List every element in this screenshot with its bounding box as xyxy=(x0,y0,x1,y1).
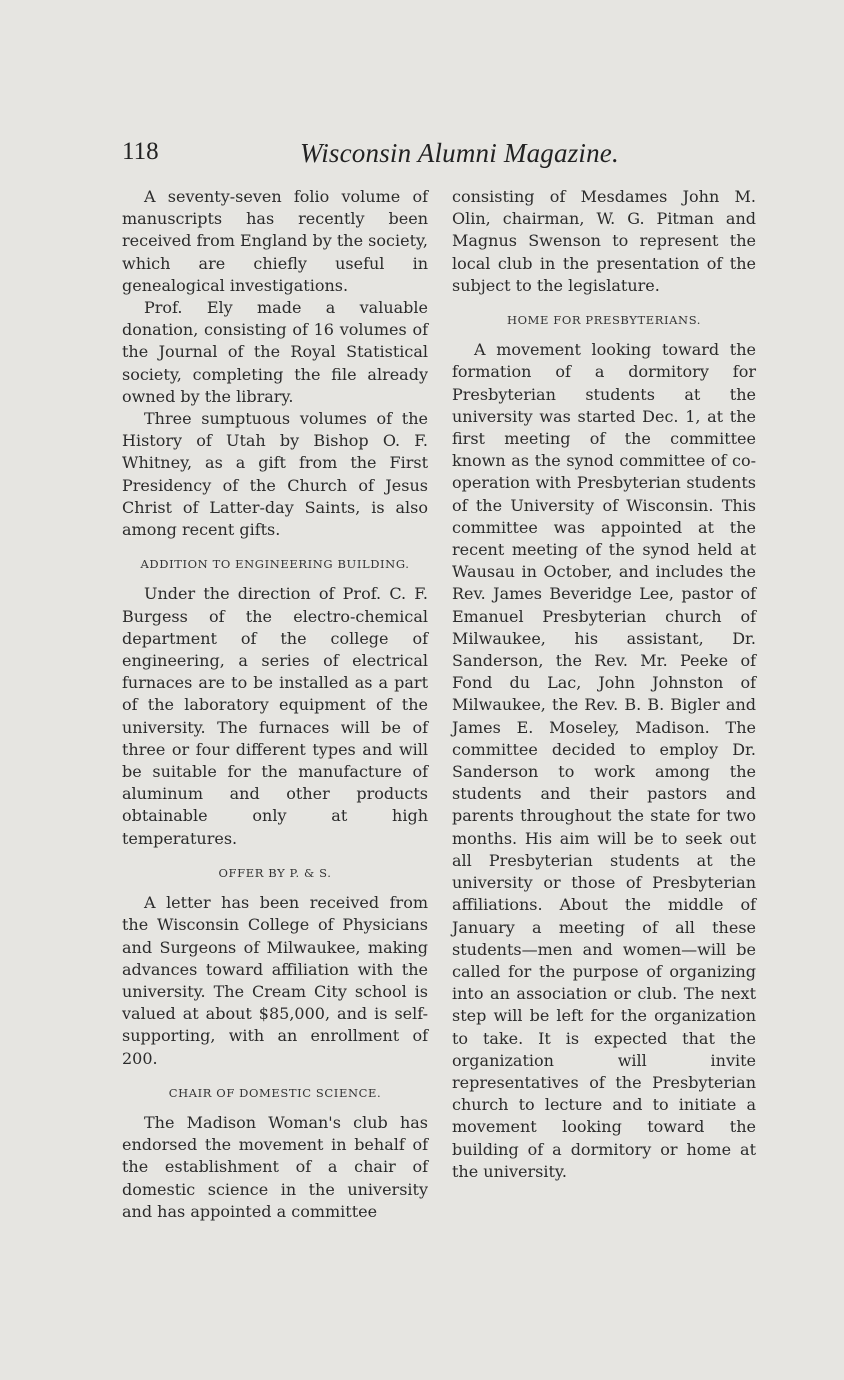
page-number: 118 xyxy=(122,138,159,165)
paragraph-womans-club: The Madison Woman's club has endorsed the movement in behalf of the establishment of a chair of domestic science in the university and has appointed a committee xyxy=(122,1112,428,1221)
paragraph-manuscripts: A seventy-seven folio volume of manuscripts has recently been received from England by the society, which are chiefly useful in genealogical investigations. xyxy=(122,187,428,295)
heading-engineering-building: ADDITION TO ENGINEERING BUILDING. xyxy=(140,557,410,572)
running-title: Wisconsin Alumni Magazine. xyxy=(300,138,619,168)
paragraph-ely-donation: Prof. Ely made a valuable donation, consisting of 16 volumes of the Journal of the Royal Statistical society, completing the file already owned by the library. xyxy=(122,298,428,406)
paragraph-committee-continued: consisting of Mesdames John M. Olin, chairman, W. G. Pitman and Magnus Swenson to represent the local club in the presentation of the subject to the legislature. xyxy=(452,187,756,295)
paragraph-presbyterian-dormitory: A movement looking toward the formation of a dormitory for Presbyterian students at the university was started Dec. 1, at the first meeting of the committee known as the synod committee of co-operation with Presbyterian students of the University of Wisconsin. This committee was appointed at the recent meeting of the synod held at Wausau in October, and includes the Rev. James Beveridge Lee, pastor of Emanuel Presbyterian church of Milwaukee, his assistant, Dr. Sanderson, the Rev. Mr. Peeke of Fond du Lac, John Johnston of Milwaukee, the Rev. B. B. Bigler and James E. Moseley, Madison. The committee decided to employ Dr. Sanderson to work among the students and their pastors and parents throughout the state for two months. His aim will be to seek out all Presbyterian students at the university or those of Presbyterian affiliations. About the middle of January a meeting of all these students—men and women—will be called for the purpose of organizing into an association or club. The next step will be left for the organization to take. It is expected that the organization will invite representatives of the Presbyterian church to lecture and to initiate a movement looking toward the building of a dormitory or home at the university. xyxy=(452,340,756,1181)
right-column xyxy=(452,186,756,1183)
heading-home-for-presbyterians: HOME FOR PRESBYTERIANS. xyxy=(506,313,702,328)
heading-offer-p-and-s: OFFER BY P. & S. xyxy=(218,865,332,880)
heading-domestic-science: CHAIR OF DOMESTIC SCIENCE. xyxy=(168,1085,382,1100)
paragraph-history-of-utah: Three sumptuous volumes of the History of Utah by Bishop O. F. Whitney, as a gift from the First Presidency of the Church of Jesus Christ of Latter-day Saints, is also among recent gifts. xyxy=(122,409,428,540)
paragraph-college-physicians: A letter has been received from the Wisconsin College of Physicians and Surgeons of Milwaukee, making advances toward affiliation with the university. The Cream City school is valued at about $85,000, and is self-supporting, with an enrollment of 200. xyxy=(122,893,428,1068)
paragraph-electrical-furnaces: Under the direction of Prof. C. F. Burgess of the electro-chemical department of the college of engineering, a series of electrical furnaces are to be installed as a part of the laboratory equipment of the university. The furnaces will be of three or four different types and will be suitable for the manufacture of aluminum and other products obtainable only at high temperatures. xyxy=(122,584,428,848)
left-column xyxy=(122,186,428,1223)
